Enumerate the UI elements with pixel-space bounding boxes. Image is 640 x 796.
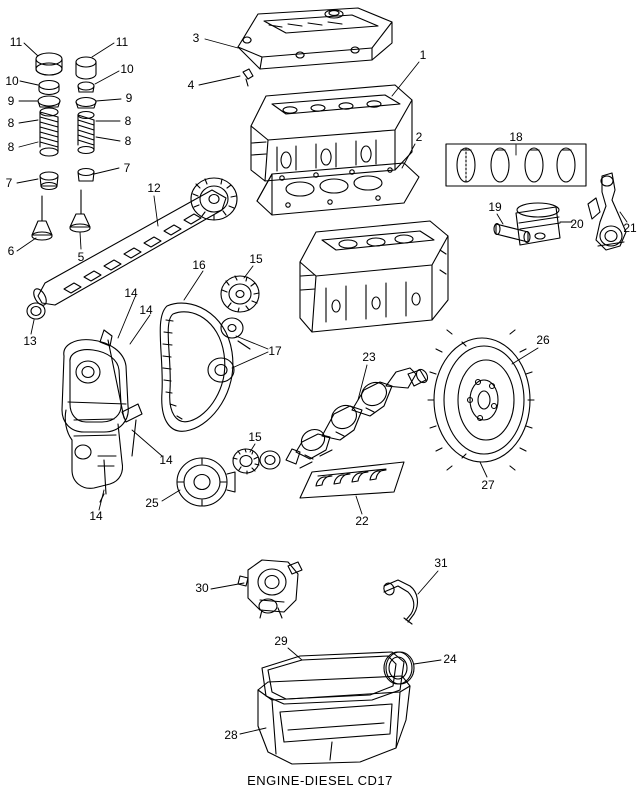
callout-14-b: 14	[139, 303, 153, 317]
callout-10-right: 10	[120, 62, 134, 76]
callout-24: 24	[443, 652, 457, 666]
leader-lines	[17, 39, 627, 734]
connecting-rod-part	[588, 173, 626, 250]
timing-cover-part	[62, 330, 142, 502]
crank-rear-seal-part	[384, 652, 414, 684]
diagram-caption: ENGINE-DIESEL CD17	[247, 773, 393, 788]
callout-5: 5	[77, 250, 85, 264]
callout-9-left: 9	[7, 94, 15, 108]
callout-16: 16	[192, 258, 206, 272]
callout-14-d: 14	[89, 509, 103, 523]
piston-pin-part	[494, 224, 530, 243]
callout-26: 26	[536, 333, 550, 347]
cylinder-block-part	[300, 221, 448, 332]
callout-4: 4	[187, 78, 195, 92]
idler-pulley-part	[208, 318, 250, 382]
callout-31: 31	[434, 556, 448, 570]
callout-22: 22	[355, 514, 369, 528]
callout-6: 6	[7, 244, 15, 258]
callout-11-right: 11	[115, 35, 129, 49]
callout-1: 1	[419, 48, 427, 62]
callout-13: 13	[23, 334, 37, 348]
flywheel-part	[428, 330, 534, 470]
callout-12: 12	[147, 181, 161, 195]
callout-2: 2	[415, 130, 423, 144]
callout-8-right-b: 8	[124, 134, 132, 148]
callout-14-a: 14	[124, 286, 138, 300]
callout-15-lower: 15	[248, 430, 262, 444]
callout-3: 3	[192, 31, 200, 45]
timing-belt-part	[160, 303, 233, 431]
cylinder-head-part	[251, 85, 412, 181]
callout-9-right: 9	[125, 91, 133, 105]
callout-21: 21	[623, 221, 637, 235]
callout-7-left: 7	[5, 176, 13, 190]
callout-8-left-b: 8	[7, 140, 15, 154]
callout-25: 25	[145, 496, 159, 510]
oil-pickup-part	[382, 580, 417, 624]
callout-29: 29	[274, 634, 288, 648]
callout-23: 23	[362, 350, 376, 364]
crankshaft-part	[286, 367, 430, 468]
callout-20: 20	[570, 217, 584, 231]
valve-train-right	[70, 57, 96, 232]
callout-11-left: 11	[9, 35, 23, 49]
head-gasket-part	[257, 163, 419, 215]
callout-30: 30	[195, 581, 209, 595]
callout-8-left-a: 8	[7, 116, 15, 130]
callout-7-right: 7	[123, 161, 131, 175]
callout-17: 17	[268, 344, 282, 358]
oil-pan-part	[258, 676, 410, 764]
callout-19: 19	[488, 200, 502, 214]
main-bearings-part	[300, 462, 404, 498]
callout-14-c: 14	[159, 453, 173, 467]
callout-18: 18	[509, 130, 523, 144]
callout-15-upper: 15	[249, 252, 263, 266]
callout-8-right-a: 8	[124, 114, 132, 128]
piston-part	[516, 203, 560, 245]
callout-27: 27	[481, 478, 495, 492]
callout-28: 28	[224, 728, 238, 742]
crank-pulley-part	[177, 458, 235, 506]
valve-cover-part	[238, 8, 392, 86]
timing-sprocket-upper	[221, 276, 259, 312]
oil-pump-part	[238, 560, 302, 618]
valve-train-left	[32, 53, 62, 240]
callout-10-left: 10	[5, 74, 19, 88]
timing-sprocket-lower	[233, 449, 280, 474]
